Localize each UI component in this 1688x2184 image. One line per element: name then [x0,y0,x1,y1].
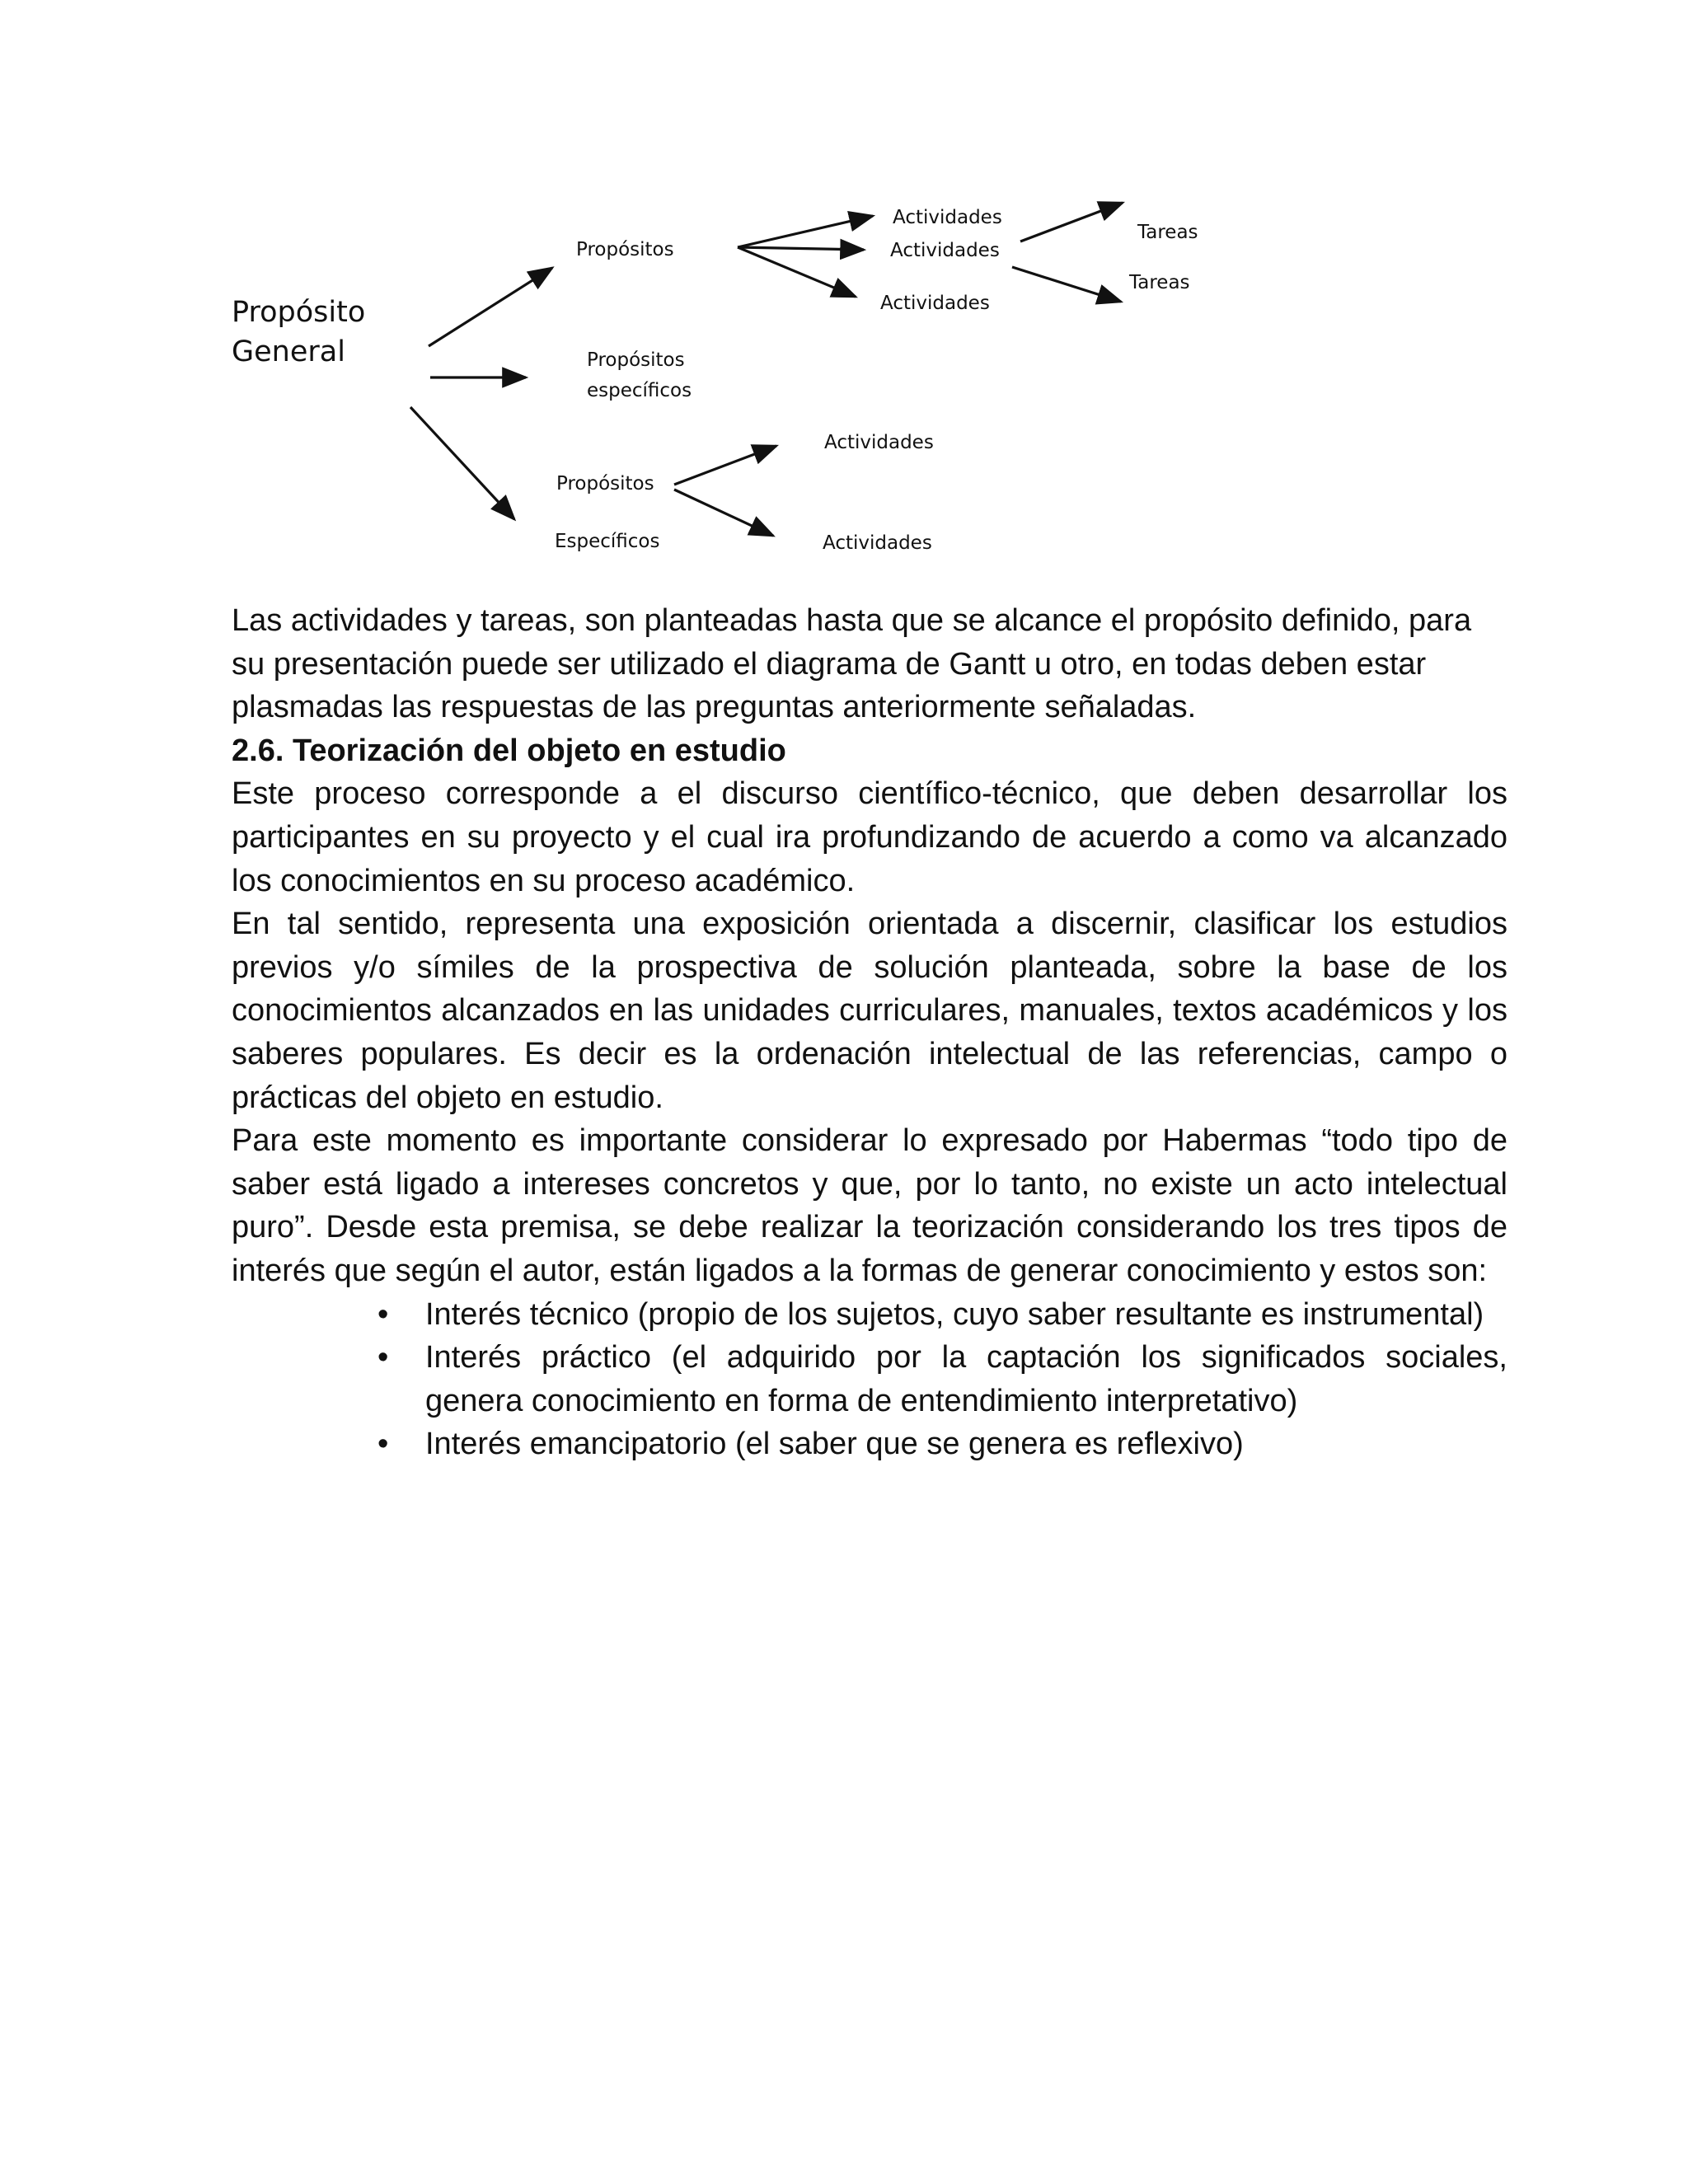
bullet-icon: • [377,1296,389,1332]
interest-list [232,1293,1507,1466]
arrow-root-to-bottom [410,407,514,519]
bullet-icon: • [377,1427,389,1462]
arrow-activity-to-task-1 [1020,203,1123,241]
root-label-line2: General [232,335,345,368]
arrow-top-to-activity-2 [738,247,864,250]
top-activity-2-label: Actividades [890,240,1000,261]
list-item [377,1336,1507,1422]
task-1-label: Tareas [1137,222,1198,243]
purpose-diagram [0,0,1688,593]
task-2-label: Tareas [1129,272,1190,293]
bullet-icon: • [377,1340,389,1376]
root-label-line1: Propósito [232,296,366,329]
list-item [377,1422,1507,1466]
arrow-bottom-to-activity-1 [674,446,776,485]
paragraph-2: En tal sentido, representa una exposición orientada a discernir, clasificar los estudios previos y/o símiles de la prospectiva de solución planteada, sobre la base de los conocimientos alcanzados en las unidades curriculares, manuales, textos académicos y los saberes populares. Es decir es la ordenación intelectual de las referencias, campo o prácticas del objeto en estudio. [232,907,1507,1115]
branch-mid-label-line1: Propósitos [587,349,685,371]
top-activity-3-label: Actividades [880,293,990,314]
document-body [232,599,1507,1466]
list-item-text: Interés práctico (el adquirido por la captación los significados sociales, genera conocimiento en forma de entendimiento interpretativo) [425,1340,1507,1418]
arrow-bottom-to-activity-2 [674,490,773,536]
list-item-text: Interés emancipatorio (el saber que se genera es reflexivo) [425,1427,1244,1462]
branch-mid-label-line2: específicos [587,380,692,401]
intro-paragraph: Las actividades y tareas, son planteadas hasta que se alcance el propósito definido, para su presentación puede ser utilizado el diagrama de Gantt u otro, en todas deben estar plasmadas las respuestas de las preguntas anteriormente señaladas. [232,603,1472,725]
paragraph-3: Para este momento es importante considerar lo expresado por Habermas “todo tipo de saber está ligado a intereses concretos y que, por lo tanto, no existe un acto intelectual puro”. Desde esta premisa, se debe realizar la teorización considerando los tres tipos de interés que según el autor, están ligados a la formas de generar conocimiento y estos son: [232,1123,1507,1288]
arrow-top-to-activity-1 [738,216,873,247]
bottom-activity-2-label: Actividades [823,532,932,554]
arrow-activity-to-task-2 [1012,267,1121,302]
branch-bottom-label-line2: Específicos [555,531,660,552]
paragraph-1: Este proceso corresponde a el discurso científico-técnico, que deben desarrollar los participantes en su proyecto y el cual ira profundizando de acuerdo a como va alcanzado los conocimientos en su proceso académico. [232,776,1507,898]
bottom-activity-1-label: Actividades [824,432,934,453]
arrow-root-to-top [429,268,552,346]
arrow-top-to-activity-3 [738,247,856,297]
list-item [377,1293,1507,1337]
section-heading: 2.6. Teorización del objeto en estudio [232,733,786,768]
branch-bottom-label-line1: Propósitos [556,473,654,494]
list-item-text: Interés técnico (propio de los sujetos, cuyo saber resultante es instrumental) [425,1296,1484,1332]
branch-top-label: Propósitos [576,239,674,260]
top-activity-1-label: Actividades [893,207,1002,228]
